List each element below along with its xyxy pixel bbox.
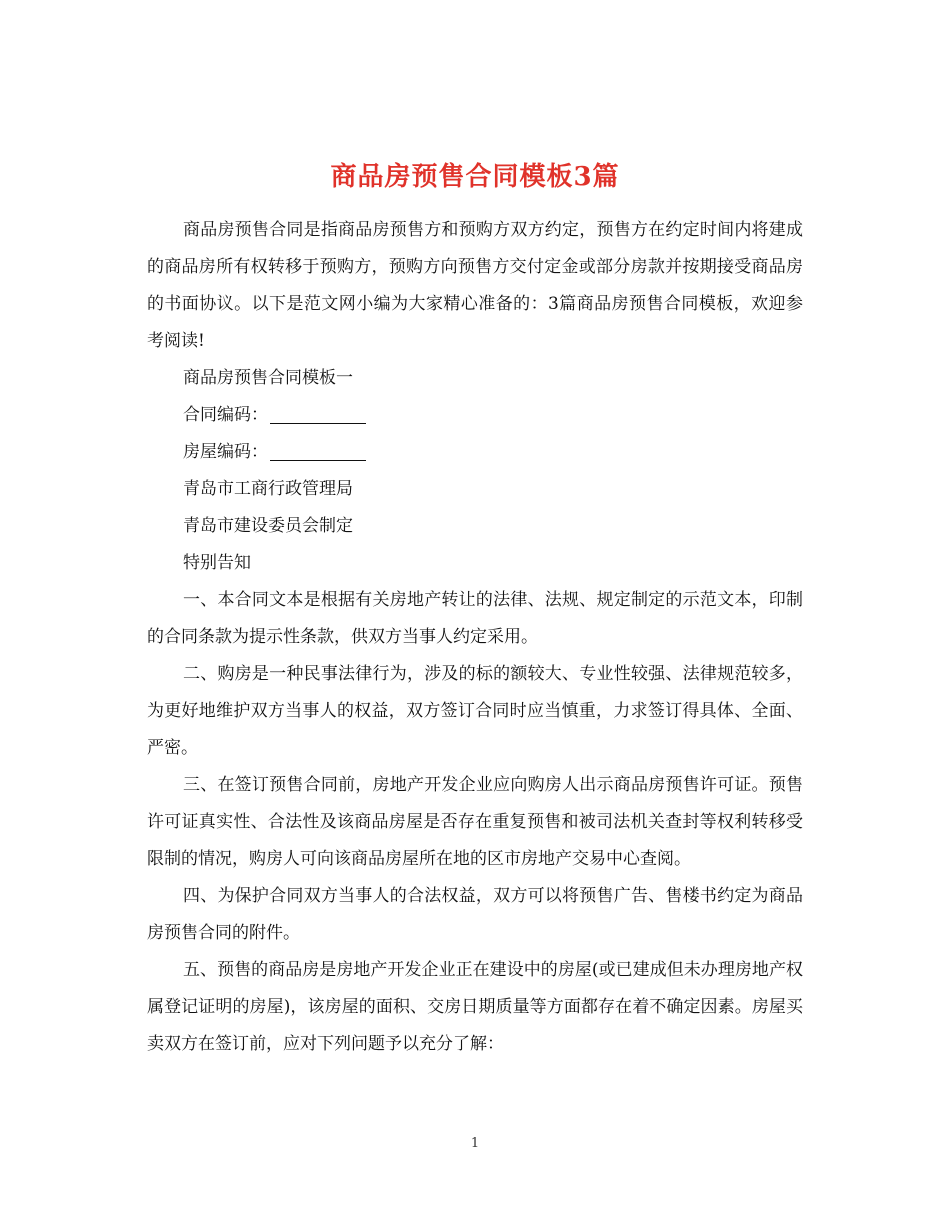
document-body xyxy=(147,212,803,1063)
contract-number-label: 合同编码： xyxy=(183,405,268,425)
notice-item-2: 二、购房是一种民事法律行为，涉及的标的额较大、专业性较强、法律规范较多，为更好地维护双方当事人的权益，双方签订合同时应当慎重，力求签订得具体、全面、严密。 xyxy=(147,664,803,758)
notice-item-1: 一、本合同文本是根据有关房地产转让的法律、法规、规定制定的示范文本，印制的合同条款为提示性条款，供双方当事人约定采用。 xyxy=(147,590,803,647)
notice-item-5: 五、预售的商品房是房地产开发企业正在建设中的房屋(或已建成但未办理房地产权属登记证明的房屋)，该房屋的面积、交房日期质量等方面都存在着不确定因素。房屋买卖双方在签订前，应对下列问题予以充分了解： xyxy=(147,960,803,1054)
notice-heading: 特别告知 xyxy=(183,553,251,573)
house-number-line xyxy=(147,434,803,471)
issuer-line-1: 青岛市工商行政管理局 xyxy=(183,479,353,499)
notice-item-3: 三、在签订预售合同前，房地产开发企业应向购房人出示商品房预售许可证。预售许可证真实性、合法性及该商品房屋是否存在重复预售和被司法机关查封等权利转移受限制的情况，购房人可向该商品房屋所在地的区市房地产交易中心查阅。 xyxy=(147,775,803,869)
contract-number-blank xyxy=(270,401,366,424)
house-number-label: 房屋编码： xyxy=(183,442,268,462)
notice-item-4: 四、为保护合同双方当事人的合法权益，双方可以将预售广告、售楼书约定为商品房预售合同的附件。 xyxy=(147,886,803,943)
house-number-blank xyxy=(270,438,366,461)
document-title: 商品房预售合同模板3篇 xyxy=(330,162,620,193)
page-number: 1 xyxy=(470,1136,480,1151)
contract-number-line xyxy=(147,397,803,434)
issuer-line-2: 青岛市建设委员会制定 xyxy=(183,516,353,536)
template-heading: 商品房预售合同模板一 xyxy=(183,368,353,388)
intro-paragraph: 商品房预售合同是指商品房预售方和预购方双方约定，预售方在约定时间内将建成的商品房所有权转移于预购方，预购方向预售方交付定金或部分房款并按期接受商品房的书面协议。以下是范文网小编为大家精心准备的：3篇商品房预售合同模板，欢迎参考阅读! xyxy=(147,220,803,351)
